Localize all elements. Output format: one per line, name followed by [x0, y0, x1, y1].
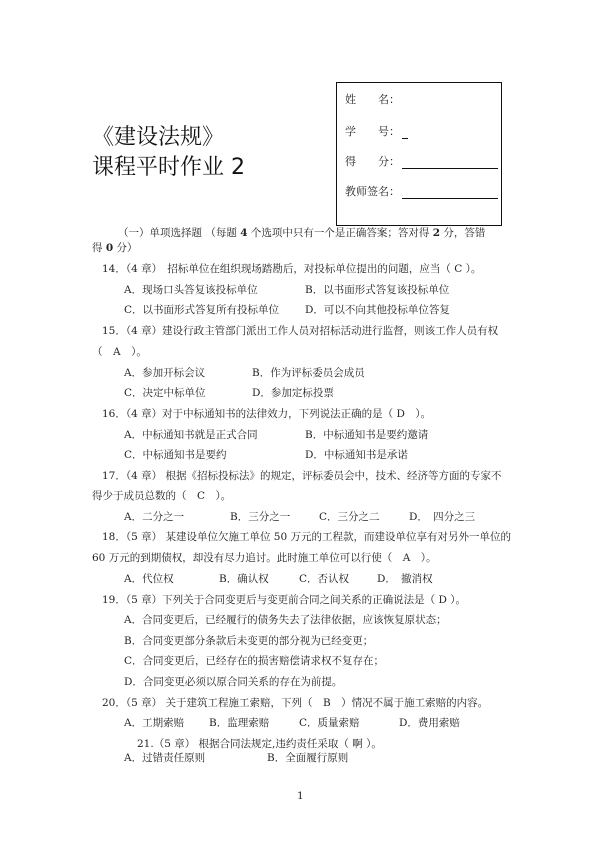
heading-text: 分）: [113, 242, 138, 254]
option: B．三分之一: [230, 511, 291, 523]
option: B．以书面形式答复该投标单位: [305, 284, 450, 296]
option: D． 四分之三: [409, 511, 476, 523]
option: D．可以不向其他投标单位答复: [305, 304, 450, 316]
question-stem: 18．（5 章） 某建设单位欠施工单位 50 万元的工程款，而建设单位享有对另外一单位的: [102, 531, 512, 543]
option: C．否认权: [299, 573, 350, 585]
question-stem-cont: 得少于成员总数的（ C ）。: [92, 490, 232, 502]
option: C．合同变更后，已经存在的损害赔偿请求权不复存在；: [124, 655, 385, 667]
question-stem-cont: （ A ）。: [92, 346, 147, 358]
teacher-sign-blank: [402, 188, 498, 199]
heading-text: 分，答错: [440, 227, 486, 239]
teacher-sign-field: [345, 183, 498, 199]
question-stem: 20．（5 章） 关于建筑工程施工索赔，下列（ B ）情况不属于施工索赔的内容。: [102, 697, 489, 709]
teacher-sign-label: 教师签名：: [345, 185, 400, 198]
heading-bold: 0: [105, 242, 114, 254]
document-title-line1: 《建设法规》: [92, 125, 225, 150]
option: B．监理索赔: [209, 717, 270, 729]
option: D．中标通知书是承诺: [305, 449, 408, 461]
student-id-blank: [402, 128, 408, 139]
score-blank: [402, 158, 498, 169]
option: D． 撤消权: [377, 573, 433, 585]
question-stem: 15．（4 章）建设行政主管部门派出工作人员对招标活动进行监督，则该工作人员有权: [102, 325, 499, 337]
section-heading: [118, 226, 485, 240]
heading-text: 个选项中只有一个是正确答案；答对得: [247, 227, 433, 239]
student-id-field: [345, 123, 408, 139]
option: D．参加定标投票: [252, 387, 334, 399]
heading-text: 得: [92, 242, 106, 254]
question-stem: 19．（5 章）下列关于合同变更后与变更前合同之间关系的正确说法是（ D ）。: [102, 594, 466, 606]
option: C．三分之二: [319, 511, 380, 523]
document-title-line2: 课程平时作业 2: [92, 155, 245, 180]
heading-bold: 2: [432, 227, 440, 239]
option: A．现场口头答复该投标单位: [124, 284, 258, 296]
option: B．中标通知书是要约邀请: [305, 429, 429, 441]
option: D．费用索赔: [399, 717, 460, 729]
option: A．工期索赔: [124, 717, 185, 729]
option: A．二分之一: [124, 511, 185, 523]
question-stem: 16．（4 章）对于中标通知书的法律效力，下列说法正确的是（ D ）。: [102, 408, 432, 420]
option: A．过错责任原则: [124, 752, 206, 764]
option: B．全面履行原则: [267, 752, 349, 764]
option: B．作为评标委员会成员: [252, 367, 365, 379]
question-stem: 17．（4 章） 根据《招标投标法》的规定，评标委员会中，技术、经济等方面的专家不: [102, 470, 502, 482]
name-field: [345, 91, 400, 107]
student-id-label: 学 号：: [345, 125, 400, 138]
heading-bold: 4: [240, 227, 248, 239]
option: C．质量索赔: [299, 717, 360, 729]
question-stem-cont: 60 万元的到期债权，却没有尽力追讨。此时施工单位可以行使（ A ）。: [92, 552, 437, 564]
score-field: [345, 153, 498, 169]
page-number: 1: [297, 790, 304, 802]
option: D．合同变更必须以原合同关系的存在为前提。: [124, 676, 343, 688]
option: C．决定中标单位: [124, 387, 206, 399]
option: B．合同变更部分条款后未变更的部分视为已经变更；: [124, 635, 374, 647]
question-stem: 14．（4 章） 招标单位在组织现场踏勘后，对投标单位提出的问题，应当（ C ）。: [102, 263, 482, 275]
score-label: 得 分：: [345, 155, 400, 168]
heading-text: （一）单项选择题 （每题: [118, 227, 241, 239]
name-label: 姓 名：: [345, 93, 400, 106]
question-stem: 21.（5 章） 根据合同法规定,违约责任采取（ 啊 ）。: [137, 738, 382, 750]
option: B．确认权: [219, 573, 269, 585]
section-heading-cont: [92, 241, 138, 255]
option: A．参加开标会议: [124, 367, 206, 379]
student-info-box: [336, 82, 502, 226]
option: A．中标通知书就是正式合同: [124, 429, 258, 441]
option: C．以书面形式答复所有投标单位: [124, 304, 280, 316]
option: C．中标通知书是要约: [124, 449, 227, 461]
option: A．代位权: [124, 573, 174, 585]
option: A．合同变更后，已经履行的债务失去了法律依据，应该恢复原状态；: [124, 614, 447, 626]
